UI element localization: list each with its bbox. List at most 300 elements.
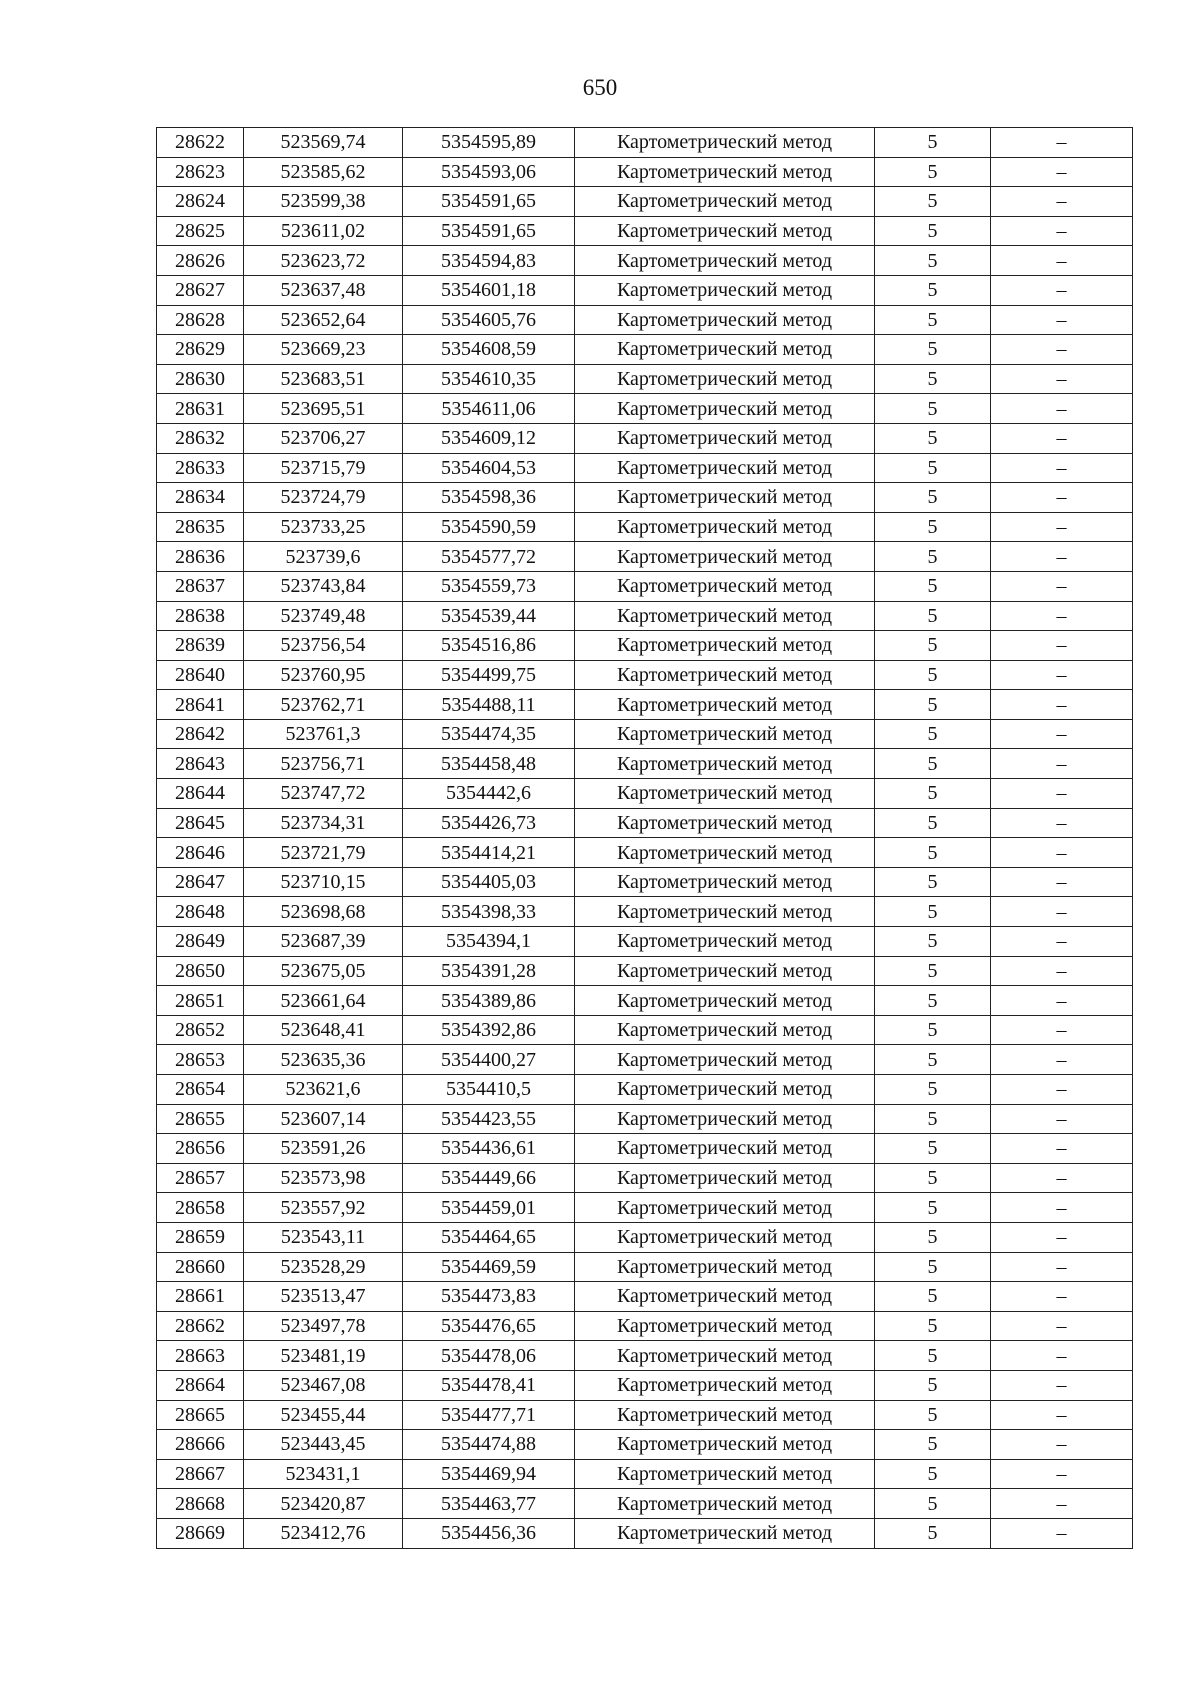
accuracy-cell: 5 [875, 1341, 991, 1371]
y-coordinate-cell: 5354476,65 [403, 1311, 575, 1341]
y-coordinate-cell: 5354601,18 [403, 275, 575, 305]
table-row [157, 483, 1133, 513]
accuracy-cell: 5 [875, 1252, 991, 1282]
x-coordinate-cell: 523585,62 [244, 157, 403, 187]
point-number-cell: 28627 [157, 275, 244, 305]
method-cell: Картометрический метод [575, 128, 875, 158]
note-cell: – [991, 128, 1133, 158]
y-coordinate-cell: 5354442,6 [403, 779, 575, 809]
point-number-cell: 28661 [157, 1282, 244, 1312]
point-number-cell: 28667 [157, 1459, 244, 1489]
y-coordinate-cell: 5354469,94 [403, 1459, 575, 1489]
table-body [157, 128, 1133, 1549]
note-cell: – [991, 246, 1133, 276]
note-cell: – [991, 601, 1133, 631]
point-number-cell: 28633 [157, 453, 244, 483]
note-cell: – [991, 1252, 1133, 1282]
y-coordinate-cell: 5354478,06 [403, 1341, 575, 1371]
x-coordinate-cell: 523749,48 [244, 601, 403, 631]
note-cell: – [991, 1341, 1133, 1371]
accuracy-cell: 5 [875, 1075, 991, 1105]
accuracy-cell: 5 [875, 779, 991, 809]
x-coordinate-cell: 523695,51 [244, 394, 403, 424]
method-cell: Картометрический метод [575, 364, 875, 394]
y-coordinate-cell: 5354459,01 [403, 1193, 575, 1223]
note-cell: – [991, 779, 1133, 809]
method-cell: Картометрический метод [575, 1459, 875, 1489]
y-coordinate-cell: 5354605,76 [403, 305, 575, 335]
x-coordinate-cell: 523687,39 [244, 927, 403, 957]
table-row [157, 779, 1133, 809]
point-number-cell: 28644 [157, 779, 244, 809]
point-number-cell: 28652 [157, 1015, 244, 1045]
method-cell: Картометрический метод [575, 1282, 875, 1312]
point-number-cell: 28657 [157, 1163, 244, 1193]
accuracy-cell: 5 [875, 1400, 991, 1430]
x-coordinate-cell: 523637,48 [244, 275, 403, 305]
table-row [157, 512, 1133, 542]
note-cell: – [991, 927, 1133, 957]
note-cell: – [991, 867, 1133, 897]
x-coordinate-cell: 523724,79 [244, 483, 403, 513]
accuracy-cell: 5 [875, 1430, 991, 1460]
table-row [157, 631, 1133, 661]
coordinates-table [156, 127, 1133, 1549]
method-cell: Картометрический метод [575, 927, 875, 957]
method-cell: Картометрический метод [575, 1134, 875, 1164]
method-cell: Картометрический метод [575, 1430, 875, 1460]
y-coordinate-cell: 5354398,33 [403, 897, 575, 927]
note-cell: – [991, 275, 1133, 305]
table-row [157, 394, 1133, 424]
point-number-cell: 28651 [157, 986, 244, 1016]
method-cell: Картометрический метод [575, 779, 875, 809]
method-cell: Картометрический метод [575, 157, 875, 187]
point-number-cell: 28637 [157, 571, 244, 601]
x-coordinate-cell: 523706,27 [244, 423, 403, 453]
note-cell: – [991, 512, 1133, 542]
table-row [157, 157, 1133, 187]
table-row [157, 956, 1133, 986]
x-coordinate-cell: 523747,72 [244, 779, 403, 809]
note-cell: – [991, 157, 1133, 187]
y-coordinate-cell: 5354591,65 [403, 187, 575, 217]
x-coordinate-cell: 523528,29 [244, 1252, 403, 1282]
table-row [157, 660, 1133, 690]
point-number-cell: 28628 [157, 305, 244, 335]
accuracy-cell: 5 [875, 749, 991, 779]
x-coordinate-cell: 523762,71 [244, 690, 403, 720]
y-coordinate-cell: 5354458,48 [403, 749, 575, 779]
y-coordinate-cell: 5354598,36 [403, 483, 575, 513]
x-coordinate-cell: 523467,08 [244, 1370, 403, 1400]
table-row [157, 1104, 1133, 1134]
y-coordinate-cell: 5354389,86 [403, 986, 575, 1016]
x-coordinate-cell: 523715,79 [244, 453, 403, 483]
accuracy-cell: 5 [875, 1518, 991, 1548]
accuracy-cell: 5 [875, 305, 991, 335]
x-coordinate-cell: 523721,79 [244, 838, 403, 868]
note-cell: – [991, 631, 1133, 661]
table-row [157, 275, 1133, 305]
note-cell: – [991, 1400, 1133, 1430]
y-coordinate-cell: 5354478,41 [403, 1370, 575, 1400]
y-coordinate-cell: 5354469,59 [403, 1252, 575, 1282]
accuracy-cell: 5 [875, 631, 991, 661]
table-row [157, 187, 1133, 217]
note-cell: – [991, 690, 1133, 720]
table-row [157, 749, 1133, 779]
x-coordinate-cell: 523543,11 [244, 1222, 403, 1252]
point-number-cell: 28626 [157, 246, 244, 276]
y-coordinate-cell: 5354609,12 [403, 423, 575, 453]
method-cell: Картометрический метод [575, 246, 875, 276]
table-row [157, 1518, 1133, 1548]
y-coordinate-cell: 5354604,53 [403, 453, 575, 483]
y-coordinate-cell: 5354591,65 [403, 216, 575, 246]
x-coordinate-cell: 523623,72 [244, 246, 403, 276]
note-cell: – [991, 1075, 1133, 1105]
point-number-cell: 28653 [157, 1045, 244, 1075]
y-coordinate-cell: 5354590,59 [403, 512, 575, 542]
y-coordinate-cell: 5354410,5 [403, 1075, 575, 1105]
accuracy-cell: 5 [875, 1222, 991, 1252]
x-coordinate-cell: 523431,1 [244, 1459, 403, 1489]
method-cell: Картометрический метод [575, 1341, 875, 1371]
point-number-cell: 28639 [157, 631, 244, 661]
point-number-cell: 28648 [157, 897, 244, 927]
y-coordinate-cell: 5354594,83 [403, 246, 575, 276]
accuracy-cell: 5 [875, 246, 991, 276]
point-number-cell: 28656 [157, 1134, 244, 1164]
y-coordinate-cell: 5354423,55 [403, 1104, 575, 1134]
method-cell: Картометрический метод [575, 571, 875, 601]
x-coordinate-cell: 523710,15 [244, 867, 403, 897]
y-coordinate-cell: 5354436,61 [403, 1134, 575, 1164]
x-coordinate-cell: 523739,6 [244, 542, 403, 572]
x-coordinate-cell: 523569,74 [244, 128, 403, 158]
table-row [157, 1163, 1133, 1193]
point-number-cell: 28650 [157, 956, 244, 986]
accuracy-cell: 5 [875, 216, 991, 246]
point-number-cell: 28663 [157, 1341, 244, 1371]
accuracy-cell: 5 [875, 1163, 991, 1193]
accuracy-cell: 5 [875, 394, 991, 424]
accuracy-cell: 5 [875, 838, 991, 868]
x-coordinate-cell: 523683,51 [244, 364, 403, 394]
accuracy-cell: 5 [875, 690, 991, 720]
y-coordinate-cell: 5354464,65 [403, 1222, 575, 1252]
accuracy-cell: 5 [875, 335, 991, 365]
x-coordinate-cell: 523621,6 [244, 1075, 403, 1105]
x-coordinate-cell: 523443,45 [244, 1430, 403, 1460]
x-coordinate-cell: 523648,41 [244, 1015, 403, 1045]
method-cell: Картометрический метод [575, 275, 875, 305]
table-row [157, 1311, 1133, 1341]
table-row [157, 1430, 1133, 1460]
point-number-cell: 28629 [157, 335, 244, 365]
x-coordinate-cell: 523760,95 [244, 660, 403, 690]
accuracy-cell: 5 [875, 1045, 991, 1075]
note-cell: – [991, 1370, 1133, 1400]
y-coordinate-cell: 5354394,1 [403, 927, 575, 957]
table-row [157, 1075, 1133, 1105]
accuracy-cell: 5 [875, 453, 991, 483]
note-cell: – [991, 1045, 1133, 1075]
y-coordinate-cell: 5354405,03 [403, 867, 575, 897]
y-coordinate-cell: 5354595,89 [403, 128, 575, 158]
method-cell: Картометрический метод [575, 1518, 875, 1548]
accuracy-cell: 5 [875, 897, 991, 927]
y-coordinate-cell: 5354611,06 [403, 394, 575, 424]
x-coordinate-cell: 523412,76 [244, 1518, 403, 1548]
method-cell: Картометрический метод [575, 1045, 875, 1075]
method-cell: Картометрический метод [575, 601, 875, 631]
accuracy-cell: 5 [875, 1459, 991, 1489]
method-cell: Картометрический метод [575, 631, 875, 661]
method-cell: Картометрический метод [575, 1489, 875, 1519]
accuracy-cell: 5 [875, 571, 991, 601]
method-cell: Картометрический метод [575, 305, 875, 335]
table-row [157, 571, 1133, 601]
x-coordinate-cell: 523743,84 [244, 571, 403, 601]
y-coordinate-cell: 5354577,72 [403, 542, 575, 572]
note-cell: – [991, 986, 1133, 1016]
y-coordinate-cell: 5354473,83 [403, 1282, 575, 1312]
point-number-cell: 28623 [157, 157, 244, 187]
point-number-cell: 28660 [157, 1252, 244, 1282]
y-coordinate-cell: 5354392,86 [403, 1015, 575, 1045]
note-cell: – [991, 216, 1133, 246]
y-coordinate-cell: 5354463,77 [403, 1489, 575, 1519]
method-cell: Картометрический метод [575, 483, 875, 513]
x-coordinate-cell: 523698,68 [244, 897, 403, 927]
note-cell: – [991, 423, 1133, 453]
table-row [157, 305, 1133, 335]
x-coordinate-cell: 523756,54 [244, 631, 403, 661]
accuracy-cell: 5 [875, 956, 991, 986]
note-cell: – [991, 1430, 1133, 1460]
accuracy-cell: 5 [875, 542, 991, 572]
method-cell: Картометрический метод [575, 216, 875, 246]
accuracy-cell: 5 [875, 986, 991, 1016]
accuracy-cell: 5 [875, 808, 991, 838]
y-coordinate-cell: 5354449,66 [403, 1163, 575, 1193]
method-cell: Картометрический метод [575, 1222, 875, 1252]
method-cell: Картометрический метод [575, 1015, 875, 1045]
note-cell: – [991, 542, 1133, 572]
note-cell: – [991, 364, 1133, 394]
note-cell: – [991, 305, 1133, 335]
note-cell: – [991, 719, 1133, 749]
table-row [157, 808, 1133, 838]
table-row [157, 927, 1133, 957]
method-cell: Картометрический метод [575, 986, 875, 1016]
accuracy-cell: 5 [875, 423, 991, 453]
method-cell: Картометрический метод [575, 897, 875, 927]
x-coordinate-cell: 523761,3 [244, 719, 403, 749]
method-cell: Картометрический метод [575, 749, 875, 779]
x-coordinate-cell: 523611,02 [244, 216, 403, 246]
table-row [157, 838, 1133, 868]
table-row [157, 1045, 1133, 1075]
x-coordinate-cell: 523734,31 [244, 808, 403, 838]
note-cell: – [991, 838, 1133, 868]
table-row [157, 690, 1133, 720]
table-row [157, 335, 1133, 365]
x-coordinate-cell: 523573,98 [244, 1163, 403, 1193]
accuracy-cell: 5 [875, 719, 991, 749]
y-coordinate-cell: 5354539,44 [403, 601, 575, 631]
point-number-cell: 28622 [157, 128, 244, 158]
table-row [157, 364, 1133, 394]
table-row [157, 1459, 1133, 1489]
table-row [157, 1222, 1133, 1252]
table-row [157, 423, 1133, 453]
table-row [157, 1193, 1133, 1223]
point-number-cell: 28649 [157, 927, 244, 957]
table-row [157, 1400, 1133, 1430]
y-coordinate-cell: 5354516,86 [403, 631, 575, 661]
note-cell: – [991, 1518, 1133, 1548]
accuracy-cell: 5 [875, 601, 991, 631]
table-row [157, 1015, 1133, 1045]
table-row [157, 542, 1133, 572]
y-coordinate-cell: 5354391,28 [403, 956, 575, 986]
accuracy-cell: 5 [875, 364, 991, 394]
accuracy-cell: 5 [875, 1489, 991, 1519]
y-coordinate-cell: 5354414,21 [403, 838, 575, 868]
accuracy-cell: 5 [875, 275, 991, 305]
point-number-cell: 28647 [157, 867, 244, 897]
y-coordinate-cell: 5354610,35 [403, 364, 575, 394]
accuracy-cell: 5 [875, 867, 991, 897]
note-cell: – [991, 1193, 1133, 1223]
x-coordinate-cell: 523481,19 [244, 1341, 403, 1371]
x-coordinate-cell: 523652,64 [244, 305, 403, 335]
point-number-cell: 28638 [157, 601, 244, 631]
method-cell: Картометрический метод [575, 453, 875, 483]
accuracy-cell: 5 [875, 1370, 991, 1400]
point-number-cell: 28666 [157, 1430, 244, 1460]
point-number-cell: 28655 [157, 1104, 244, 1134]
accuracy-cell: 5 [875, 1134, 991, 1164]
method-cell: Картометрический метод [575, 542, 875, 572]
x-coordinate-cell: 523675,05 [244, 956, 403, 986]
y-coordinate-cell: 5354456,36 [403, 1518, 575, 1548]
x-coordinate-cell: 523669,23 [244, 335, 403, 365]
point-number-cell: 28668 [157, 1489, 244, 1519]
note-cell: – [991, 660, 1133, 690]
point-number-cell: 28635 [157, 512, 244, 542]
note-cell: – [991, 335, 1133, 365]
note-cell: – [991, 1459, 1133, 1489]
x-coordinate-cell: 523607,14 [244, 1104, 403, 1134]
accuracy-cell: 5 [875, 927, 991, 957]
x-coordinate-cell: 523599,38 [244, 187, 403, 217]
table-row [157, 246, 1133, 276]
point-number-cell: 28654 [157, 1075, 244, 1105]
method-cell: Картометрический метод [575, 690, 875, 720]
accuracy-cell: 5 [875, 128, 991, 158]
method-cell: Картометрический метод [575, 512, 875, 542]
method-cell: Картометрический метод [575, 1370, 875, 1400]
x-coordinate-cell: 523661,64 [244, 986, 403, 1016]
note-cell: – [991, 1489, 1133, 1519]
accuracy-cell: 5 [875, 1015, 991, 1045]
note-cell: – [991, 1015, 1133, 1045]
method-cell: Картометрический метод [575, 394, 875, 424]
y-coordinate-cell: 5354426,73 [403, 808, 575, 838]
point-number-cell: 28662 [157, 1311, 244, 1341]
note-cell: – [991, 1104, 1133, 1134]
note-cell: – [991, 749, 1133, 779]
point-number-cell: 28664 [157, 1370, 244, 1400]
point-number-cell: 28643 [157, 749, 244, 779]
table-row [157, 128, 1133, 158]
accuracy-cell: 5 [875, 157, 991, 187]
method-cell: Картометрический метод [575, 956, 875, 986]
note-cell: – [991, 1222, 1133, 1252]
method-cell: Картометрический метод [575, 1252, 875, 1282]
point-number-cell: 28665 [157, 1400, 244, 1430]
point-number-cell: 28624 [157, 187, 244, 217]
table-row [157, 1370, 1133, 1400]
accuracy-cell: 5 [875, 512, 991, 542]
page-number: 650 [582, 75, 618, 100]
x-coordinate-cell: 523591,26 [244, 1134, 403, 1164]
note-cell: – [991, 394, 1133, 424]
x-coordinate-cell: 523557,92 [244, 1193, 403, 1223]
y-coordinate-cell: 5354499,75 [403, 660, 575, 690]
point-number-cell: 28636 [157, 542, 244, 572]
x-coordinate-cell: 523455,44 [244, 1400, 403, 1430]
method-cell: Картометрический метод [575, 1193, 875, 1223]
method-cell: Картометрический метод [575, 867, 875, 897]
note-cell: – [991, 1311, 1133, 1341]
point-number-cell: 28632 [157, 423, 244, 453]
table-row [157, 986, 1133, 1016]
note-cell: – [991, 956, 1133, 986]
x-coordinate-cell: 523497,78 [244, 1311, 403, 1341]
method-cell: Картометрический метод [575, 838, 875, 868]
note-cell: – [991, 453, 1133, 483]
x-coordinate-cell: 523513,47 [244, 1282, 403, 1312]
table-row [157, 719, 1133, 749]
method-cell: Картометрический метод [575, 660, 875, 690]
y-coordinate-cell: 5354608,59 [403, 335, 575, 365]
table-row [157, 601, 1133, 631]
table-row [157, 453, 1133, 483]
note-cell: – [991, 1163, 1133, 1193]
y-coordinate-cell: 5354477,71 [403, 1400, 575, 1430]
accuracy-cell: 5 [875, 1193, 991, 1223]
point-number-cell: 28669 [157, 1518, 244, 1548]
x-coordinate-cell: 523420,87 [244, 1489, 403, 1519]
table-row [157, 1489, 1133, 1519]
point-number-cell: 28645 [157, 808, 244, 838]
point-number-cell: 28631 [157, 394, 244, 424]
method-cell: Картометрический метод [575, 335, 875, 365]
point-number-cell: 28630 [157, 364, 244, 394]
accuracy-cell: 5 [875, 1282, 991, 1312]
table-row [157, 897, 1133, 927]
table-row [157, 867, 1133, 897]
method-cell: Картометрический метод [575, 423, 875, 453]
note-cell: – [991, 1282, 1133, 1312]
accuracy-cell: 5 [875, 1311, 991, 1341]
point-number-cell: 28642 [157, 719, 244, 749]
